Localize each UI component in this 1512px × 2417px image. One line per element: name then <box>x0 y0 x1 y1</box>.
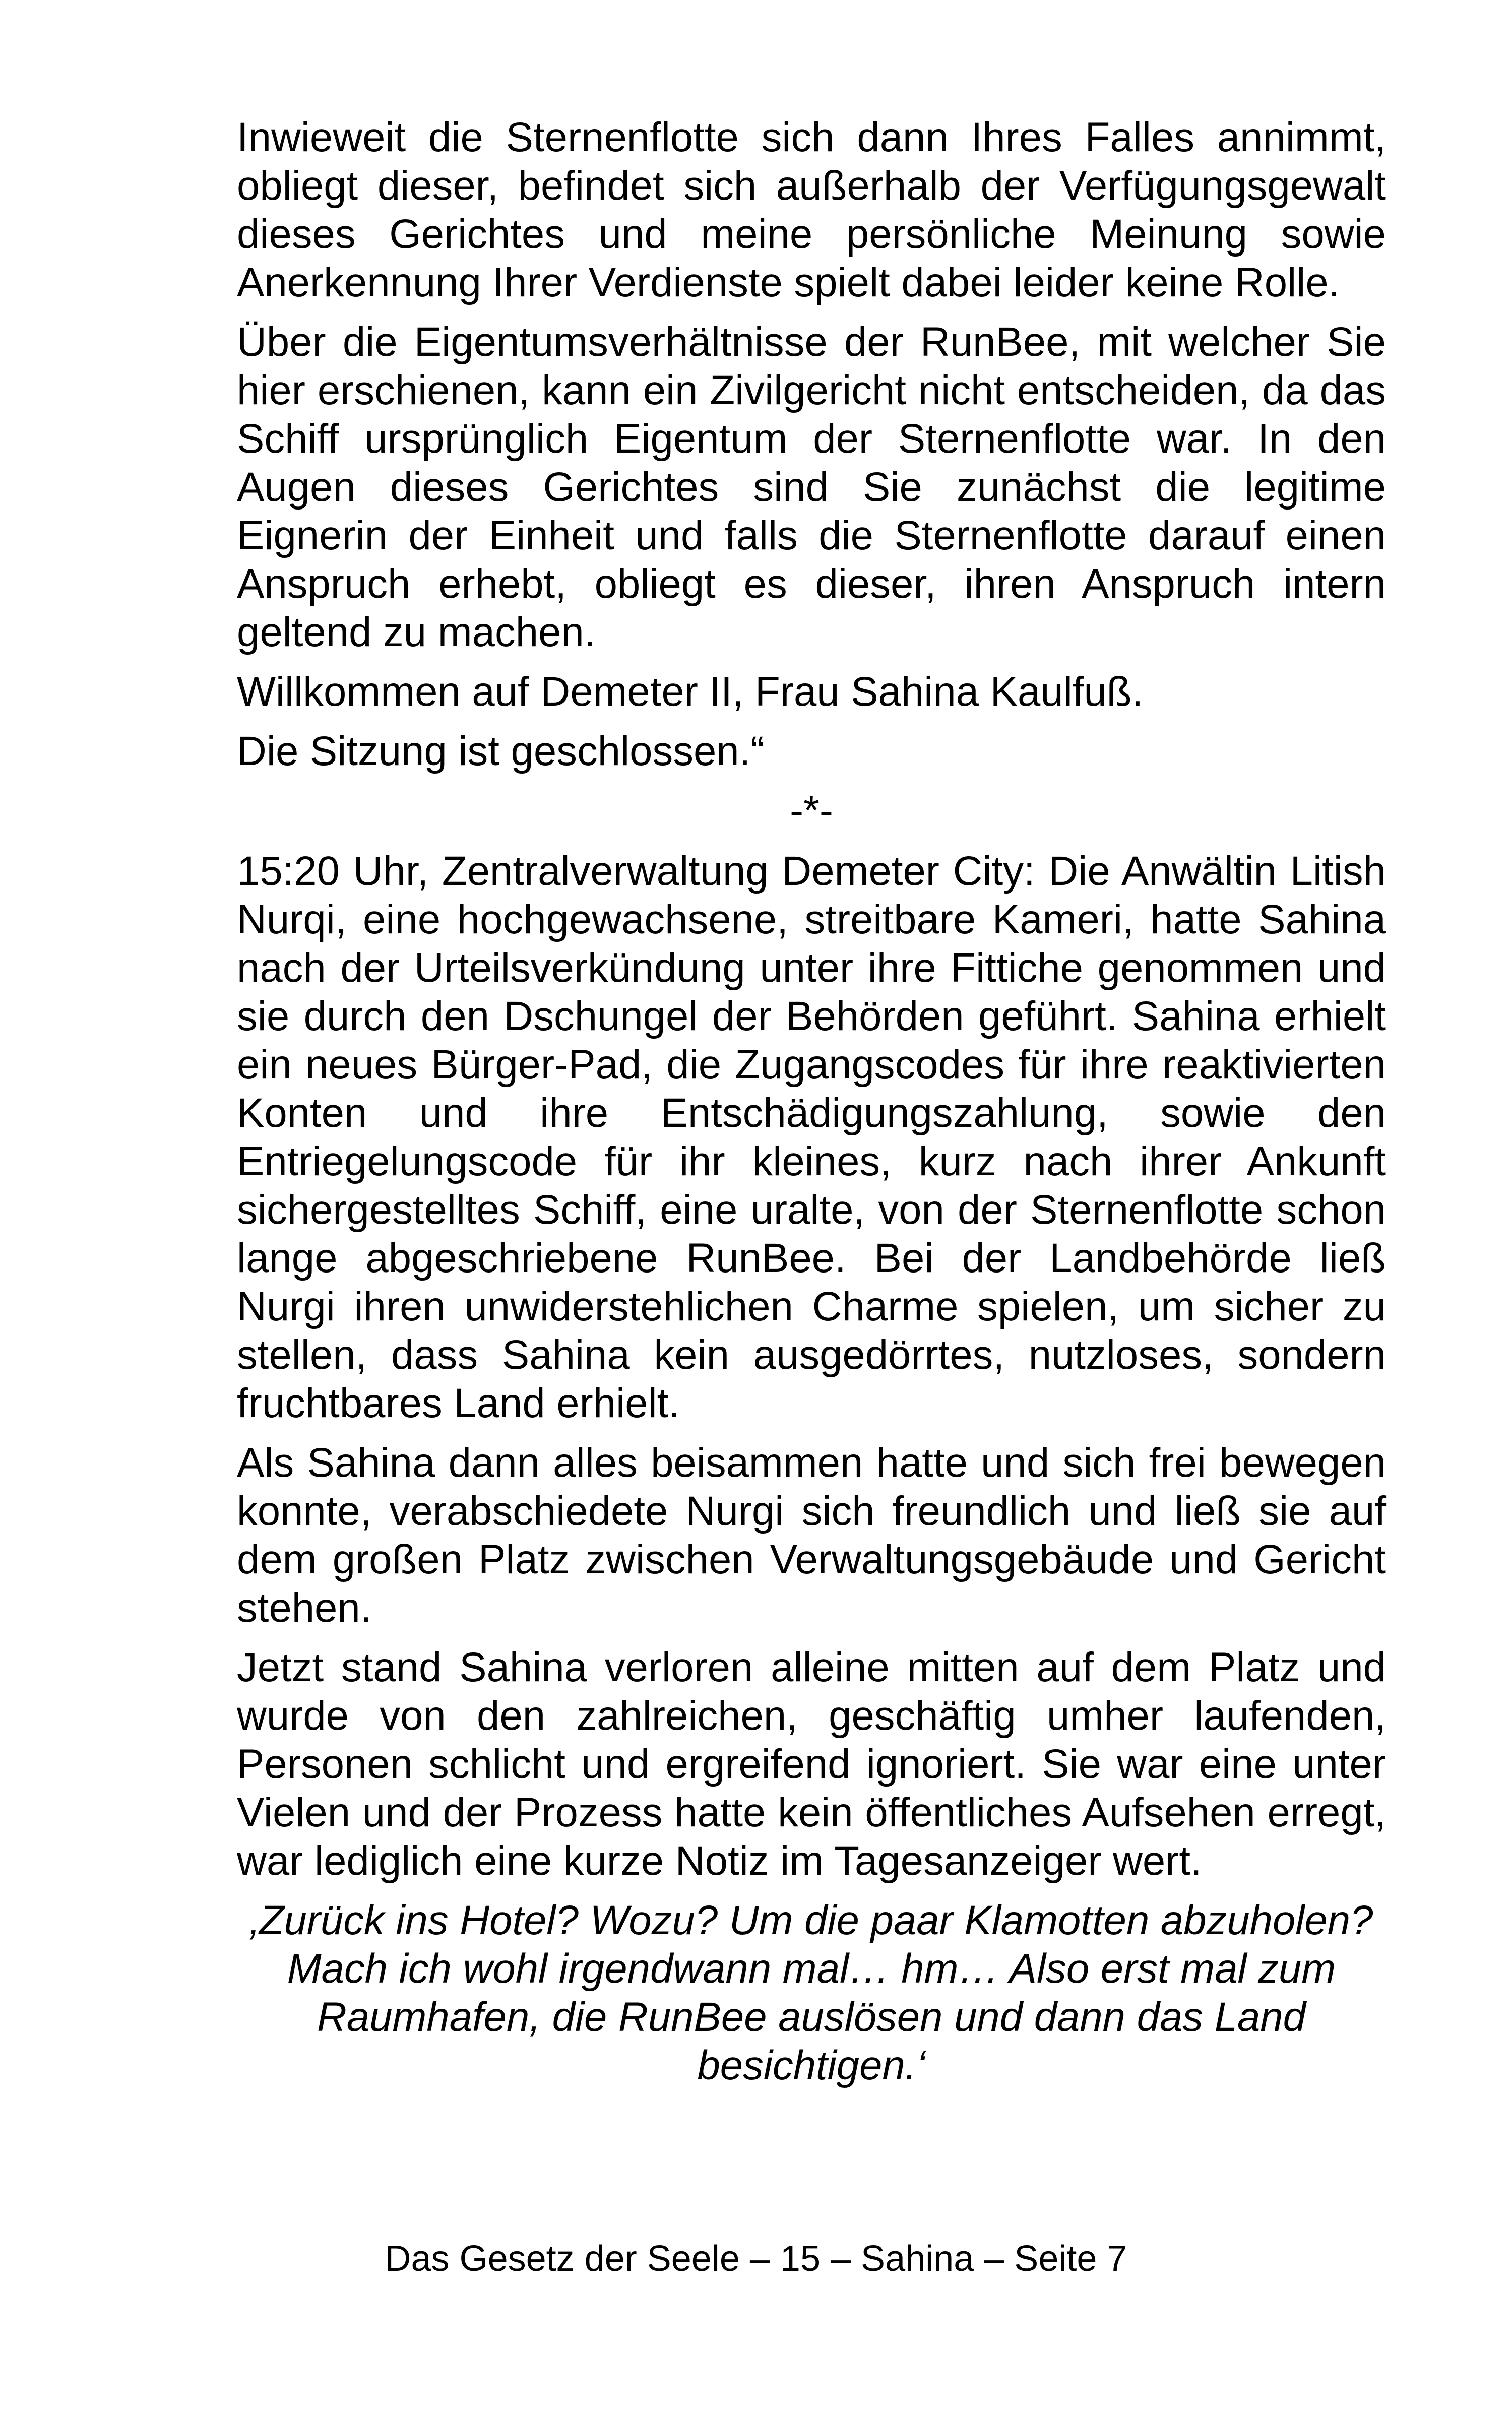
paragraph-welcome: Willkommen auf Demeter II, Frau Sahina Kaulfuß. <box>237 669 1144 715</box>
scene-separator: -*- <box>790 788 833 834</box>
paragraph-verdict-sternenflotte: Inwieweit die Sternenflotte sich dann Ihres Falles annimmt, obliegt dieser, befindet sich außerhalb der Verfügungsgewalt dieses Gerichtes und meine persönliche Meinung sowie Anerkennung Ihrer Verdienste spielt dabei leider keine Rolle. <box>237 114 1386 305</box>
paragraph-session-closed: Die Sitzung ist geschlossen.“ <box>237 728 765 774</box>
paragraph-on-the-square: Jetzt stand Sahina verloren alleine mitten auf dem Platz und wurde von den zahlreichen, geschäftig umher laufenden, Personen schlicht und ergreifend ignoriert. Sie war eine unter Vielen und der Prozess hatte kein öffentliches Aufsehen erregt, war lediglich eine kurze Notiz im Tagesanzeiger wert. <box>237 1644 1386 1884</box>
paragraph-verdict-ownership: Über die Eigentumsverhältnisse der RunBee, mit welcher Sie hier erschienen, kann ein Zivilgericht nicht entscheiden, da das Schiff ursprünglich Eigentum der Sternenflotte war. In den Augen dieses Gerichtes sind Sie zunächst die legitime Eignerin der Einheit und falls die Sternenflotte darauf einen Anspruch erhebt, obliegt es dieser, ihren Anspruch intern geltend zu machen. <box>237 319 1386 655</box>
page-body <box>237 113 1386 2090</box>
page-footer: Das Gesetz der Seele – 15 – Sahina – Seite 7 <box>385 2239 1127 2279</box>
paragraph-central-administration: 15:20 Uhr, Zentralverwaltung Demeter City: Die Anwältin Litish Nurqi, eine hochgewachsene, streitbare Kameri, hatte Sahina nach der Urteilsverkündung unter ihre Fittiche genommen und sie durch den Dschungel der Behörden geführt. Sahina erhielt ein neues Bürger-Pad, die Zugangscodes für ihre reaktivierten Konten und ihre Entschädigungszahlung, sowie den Entriegelungscode für ihr kleines, kurz nach ihrer Ankunft sichergestelltes Schiff, eine uralte, von der Sternenflotte schon lange abgeschriebene RunBee. Bei der Landbehörde ließ Nurgi ihren unwiderstehlichen Charme spielen, um sicher zu stellen, dass Sahina kein ausgedörrtes, nutzloses, sondern fruchtbares Land erhielt. <box>237 848 1386 1426</box>
paragraph-farewell: Als Sahina dann alles beisammen hatte und sich frei bewegen konnte, verabschiedete Nurgi sich freundlich und ließ sie auf dem großen Platz zwischen Verwaltungsgebäude und Gericht stehen. <box>237 1440 1386 1631</box>
inner-thought: ‚Zurück ins Hotel? Wozu? Um die paar Klamotten abzuholen? Mach ich wohl irgendwann mal… hm… Also erst mal zum Raumhafen, die RunBee auslösen und dann das Land besichtigen.‘ <box>249 1897 1373 2088</box>
